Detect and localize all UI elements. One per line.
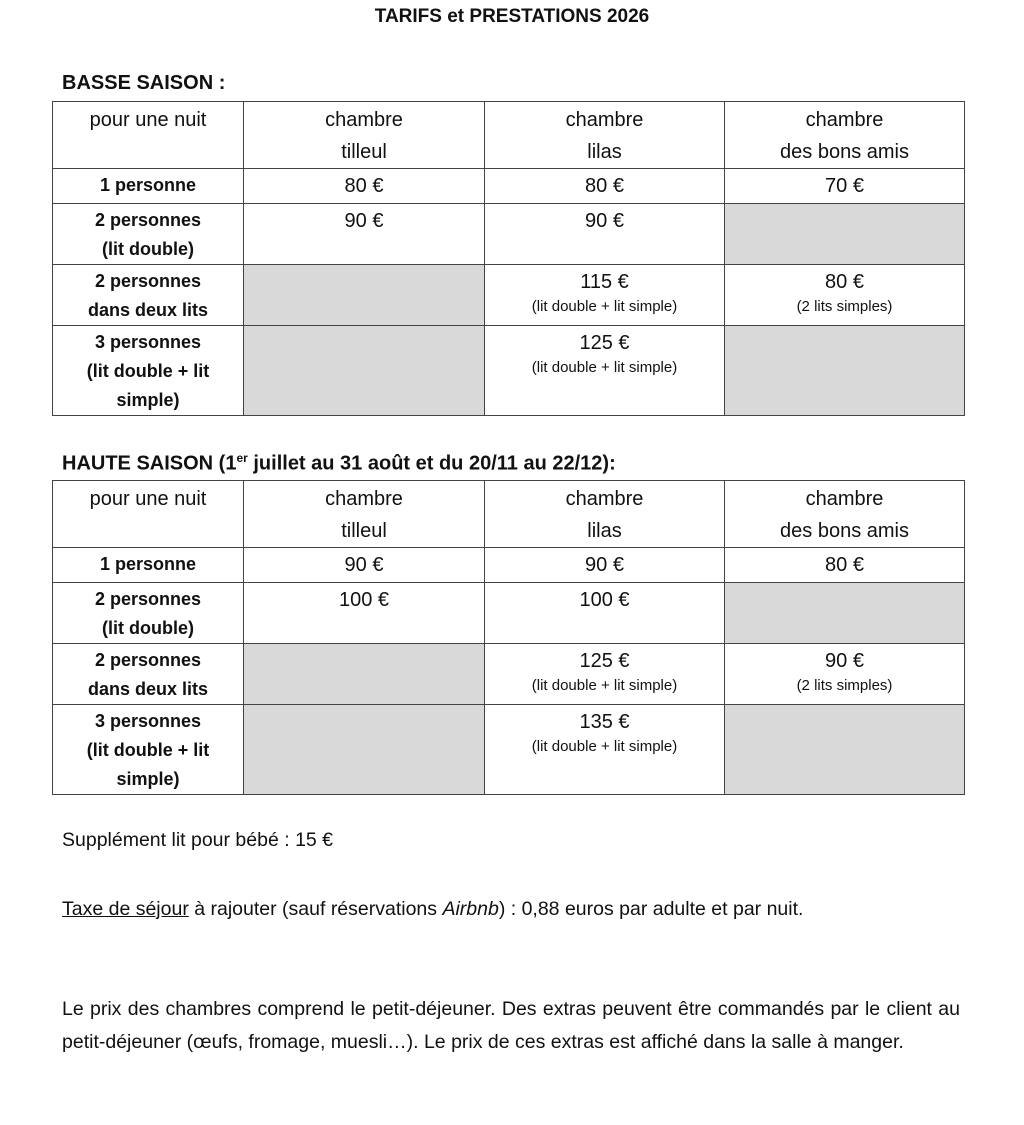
price-note: (lit double + lit simple) <box>531 359 678 376</box>
header-text: tilleul <box>341 520 387 542</box>
price-cell <box>485 265 725 326</box>
row-label-text: 2 personnes <box>94 589 202 609</box>
price-cell <box>485 705 725 795</box>
header-label <box>53 102 244 169</box>
row-label-text: 3 personnes <box>94 332 202 352</box>
table-row <box>53 644 965 705</box>
high-season-table <box>52 480 965 795</box>
row-label-text: dans deux lits <box>87 679 209 699</box>
price-note: (2 lits simples) <box>796 677 893 694</box>
header-row <box>53 481 965 548</box>
high-season-heading <box>62 451 616 476</box>
price-cell <box>725 644 965 705</box>
row-label <box>53 204 244 265</box>
table-row <box>53 204 965 265</box>
header-text: chambre <box>325 109 403 131</box>
price-cell <box>725 169 965 204</box>
price: 100 € <box>579 589 630 611</box>
price: 80 € <box>344 175 384 197</box>
header-label <box>53 481 244 548</box>
price: 125 € <box>579 650 630 672</box>
table-row <box>53 169 965 204</box>
unavailable-cell <box>244 326 485 416</box>
price-cell <box>244 583 485 644</box>
price: 90 € <box>585 554 624 576</box>
header-text: tilleul <box>341 141 387 163</box>
unavailable-cell <box>725 705 965 795</box>
row-label-text: (lit double) <box>102 618 194 638</box>
row-label <box>53 265 244 326</box>
price-cell <box>244 204 485 265</box>
unavailable-cell <box>725 204 965 265</box>
low-season-heading: BASSE SAISON : <box>62 72 226 94</box>
price-cell <box>485 583 725 644</box>
row-label-text: 1 personne <box>99 175 197 195</box>
price-cell <box>725 548 965 583</box>
price-cell <box>485 204 725 265</box>
unavailable-cell <box>244 265 485 326</box>
header-text: pour une nuit <box>89 488 207 510</box>
room-header <box>244 102 485 169</box>
row-label-text: 2 personnes <box>94 271 202 291</box>
price-cell <box>485 644 725 705</box>
unavailable-cell <box>244 705 485 795</box>
unavailable-cell <box>725 583 965 644</box>
tax-note <box>62 893 960 926</box>
table-row <box>53 705 965 795</box>
header-text: des bons amis <box>780 141 909 163</box>
row-label-text: 2 personnes <box>94 650 202 670</box>
price-note: (2 lits simples) <box>796 298 893 315</box>
row-label-text: dans deux lits <box>87 300 209 320</box>
header-text: pour une nuit <box>89 109 207 131</box>
price: 80 € <box>825 271 864 293</box>
header-text: chambre <box>805 109 884 131</box>
header-text: chambre <box>325 488 403 510</box>
page-title: TARIFS et PRESTATIONS 2026 <box>374 6 650 27</box>
price: 90 € <box>344 554 384 576</box>
row-label <box>53 644 244 705</box>
price: 70 € <box>825 175 864 197</box>
table-row <box>53 326 965 416</box>
row-label-text: simple) <box>116 769 180 789</box>
row-label <box>53 583 244 644</box>
header-text: lilas <box>587 520 622 542</box>
row-label <box>53 705 244 795</box>
header-text: chambre <box>565 109 644 131</box>
header-text: des bons amis <box>780 520 909 542</box>
price-cell <box>244 548 485 583</box>
price: 100 € <box>338 589 390 611</box>
row-label-text: 1 personne <box>99 554 197 574</box>
price: 80 € <box>825 554 864 576</box>
price-cell <box>485 548 725 583</box>
price: 90 € <box>344 210 384 232</box>
header-row <box>53 102 965 169</box>
unavailable-cell <box>244 644 485 705</box>
row-label-text: (lit double) <box>102 239 194 259</box>
price-cell <box>485 326 725 416</box>
table-row <box>53 583 965 644</box>
price-note: (lit double + lit simple) <box>531 298 678 315</box>
heading-text: HAUTE SAISON (1 <box>62 452 237 475</box>
row-label-text: 2 personnes <box>94 210 202 230</box>
price-cell <box>244 169 485 204</box>
heading-text-rest: juillet au 31 août et du 20/11 au 22/12): <box>247 452 616 475</box>
room-header <box>244 481 485 548</box>
row-label-text: (lit double + lit <box>86 361 210 381</box>
airbnb-text: Airbnb <box>442 898 499 920</box>
price-note: (lit double + lit simple) <box>531 677 678 694</box>
table-row <box>53 548 965 583</box>
heading-sup: er <box>236 451 248 465</box>
price: 90 € <box>585 210 624 232</box>
price-cell <box>485 169 725 204</box>
low-season-table <box>52 101 965 416</box>
row-label-text: 3 personnes <box>94 711 202 731</box>
header-text: lilas <box>587 141 622 163</box>
baby-bed-note: Supplément lit pour bébé : 15 € <box>62 829 334 851</box>
tax-text-rest: ) : 0,88 euros par adulte et par nuit. <box>498 898 804 920</box>
row-label <box>53 169 244 204</box>
table-row <box>53 265 965 326</box>
breakfast-note: Le prix des chambres comprend le petit-déjeuner. Des extras peuvent être commandés par le client au petit-déjeuner (œufs, fromage, muesli…). Le prix de ces extras est affiché dans la salle à manger. <box>62 998 960 1053</box>
price: 125 € <box>579 332 630 354</box>
price: 90 € <box>825 650 864 672</box>
row-label-text: simple) <box>116 390 180 410</box>
price: 115 € <box>580 271 629 293</box>
room-header <box>485 102 725 169</box>
header-text: chambre <box>805 488 884 510</box>
price: 80 € <box>585 175 624 197</box>
room-header <box>725 102 965 169</box>
unavailable-cell <box>725 326 965 416</box>
tax-text: à rajouter (sauf réservations <box>188 898 443 920</box>
room-header <box>725 481 965 548</box>
price: 135 € <box>579 711 630 733</box>
header-text: chambre <box>565 488 644 510</box>
row-label <box>53 326 244 416</box>
room-header <box>485 481 725 548</box>
tax-link[interactable]: Taxe de séjour <box>62 898 189 920</box>
price-cell <box>725 265 965 326</box>
price-note: (lit double + lit simple) <box>531 738 678 755</box>
row-label <box>53 548 244 583</box>
row-label-text: (lit double + lit <box>86 740 210 760</box>
